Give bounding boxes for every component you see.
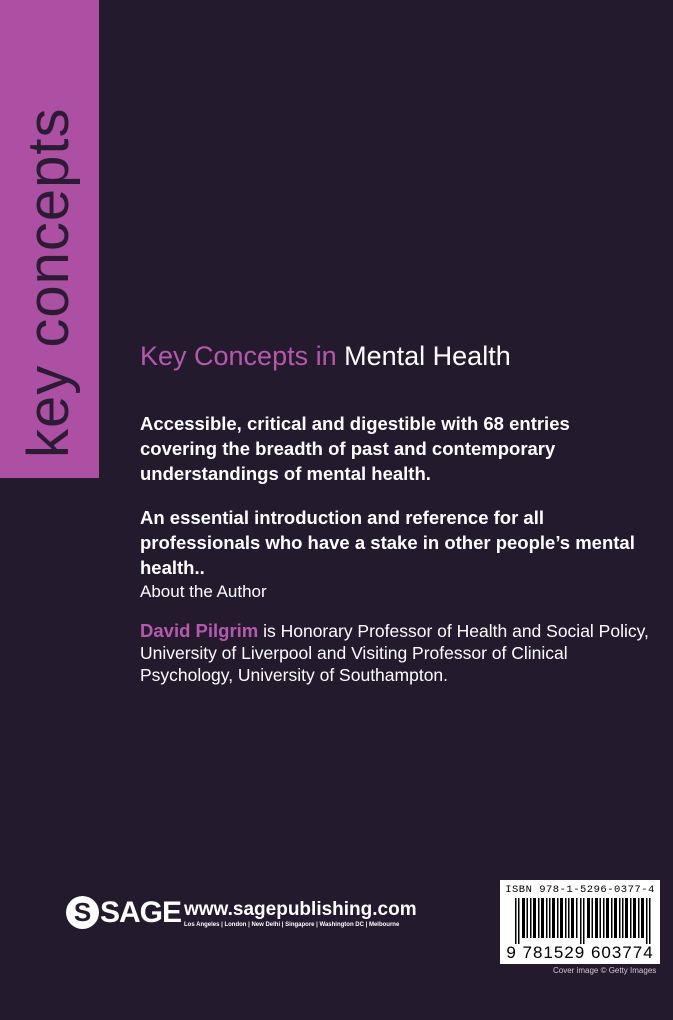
publisher-block (66, 896, 416, 936)
cover-credit: Cover image © Getty Images (553, 966, 657, 975)
barcode-digits: 9 781529 603774 (506, 943, 654, 962)
isbn-label: ISBN 978-1-5296-0377-4 (505, 884, 655, 896)
author-bio-text: is Honorary Professor of Health and Social Policy, University of Liverpool and Visiting Professor of Clinical Psychology, University of Southampton. (140, 621, 649, 685)
isbn-barcode-box (500, 880, 660, 964)
sage-logo-letter: S (73, 897, 92, 927)
about-author-heading: About the Author (140, 582, 267, 601)
blurb-paragraph-2: An essential introduction and reference for all professionals who have a stake in other people’s mental health.. (140, 507, 635, 578)
sage-logo (66, 896, 181, 929)
series-label: key concepts (16, 107, 81, 458)
barcode-icon (513, 898, 653, 944)
book-title-main: Mental Health (344, 341, 511, 371)
blurb-paragraph-1: Accessible, critical and digestible with 68 entries covering the breadth of past and contemporary understandings of mental health. (140, 413, 570, 484)
book-title-prefix: Key Concepts in (140, 341, 337, 371)
series-tab (0, 0, 99, 478)
publisher-url: www.sagepublishing.com (184, 899, 417, 920)
publisher-cities: Los Angeles | London | New Delhi | Singapore | Washington DC | Melbourne (184, 922, 400, 928)
sage-logo-word: SAGE (100, 896, 182, 929)
author-bio (140, 620, 660, 686)
sage-logo-icon (66, 896, 99, 929)
author-name: David Pilgrim (140, 620, 259, 641)
book-title (140, 341, 511, 372)
